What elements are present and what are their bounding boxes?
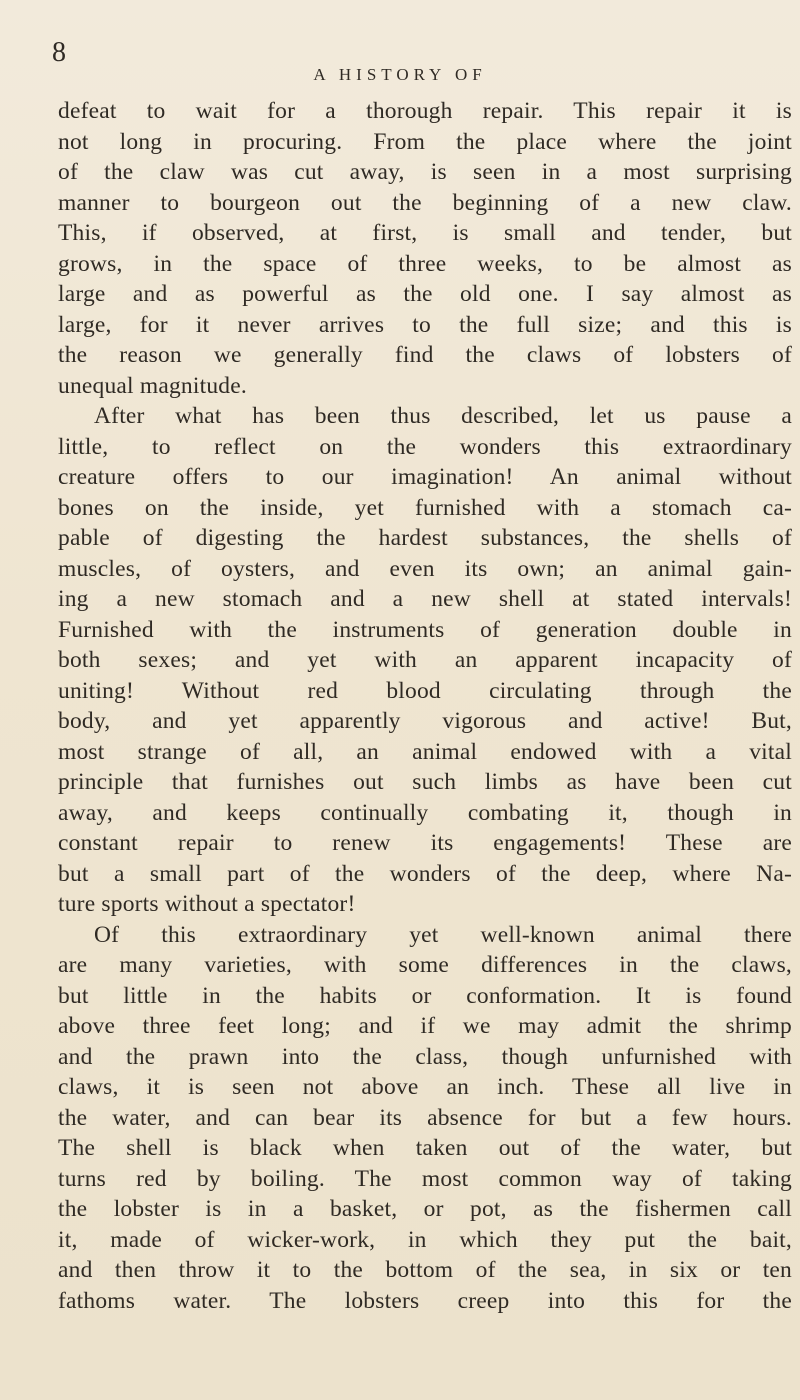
page-number: 8 — [52, 37, 66, 68]
text-line: large, for it never arrives to the full size; and this is — [58, 311, 792, 338]
text-line: After what has been thus described, let us pause a — [94, 403, 792, 429]
text-line: defeat to wait for a thorough repair. This repair it is — [58, 98, 792, 124]
text-line: most strange of all, an animal endowed with a vital — [58, 738, 792, 765]
text-line: are many varieties, with some differences in the claws, — [58, 952, 792, 978]
text-line: bones on the inside, yet furnished with a stomach ca- — [58, 494, 792, 521]
running-head: A HISTORY OF — [313, 65, 487, 84]
text-line: away, and keeps continually combating it, though in — [58, 799, 792, 826]
text-line: the lobster is in a basket, or pot, as the fishermen call — [58, 1196, 792, 1222]
text-line: body, and yet apparently vigorous and active! But, — [58, 708, 792, 734]
text-line: grows, in the space of three weeks, to be almost as — [58, 250, 792, 277]
text-line: of the claw was cut away, is seen in a most surprising — [58, 159, 792, 185]
text-line: not long in procuring. From the place where the joint — [58, 128, 792, 155]
text-line: and then throw it to the bottom of the sea, in six or ten — [58, 1257, 792, 1283]
text-line: muscles, of oysters, and even its own; an animal gain- — [58, 555, 792, 582]
text-line: but a small part of the wonders of the deep, where Na- — [58, 860, 792, 887]
text-line: This, if observed, at first, is small and tender, but — [58, 220, 792, 246]
text-line: uniting! Without red blood circulating through the — [58, 677, 792, 704]
text-line: the reason we generally find the claws of lobsters of — [58, 342, 792, 368]
text-line: principle that furnishes out such limbs as have been cut — [58, 769, 792, 795]
text-line: large and as powerful as the old one. I say almost as — [58, 281, 792, 307]
text-line: but little in the habits or conformation. It is found — [58, 982, 792, 1009]
text-line: it, made of wicker-work, in which they put the bait, — [58, 1226, 792, 1253]
text-line: ture sports without a spectator! — [58, 891, 356, 917]
text-line: above three feet long; and if we may admit the shrimp — [58, 1013, 792, 1039]
text-line: both sexes; and yet with an apparent incapacity of — [58, 647, 792, 673]
text-line: pable of digesting the hardest substances, the shells of — [58, 525, 792, 551]
text-line: and the prawn into the class, though unfurnished with — [58, 1043, 792, 1070]
text-line: constant repair to renew its engagements! These are — [58, 830, 792, 856]
text-line: Of this extraordinary yet well-known animal there — [94, 921, 792, 948]
text-line: ing a new stomach and a new shell at stated intervals! — [58, 586, 792, 612]
text-line: unequal magnitude. — [58, 372, 247, 399]
text-line: creature offers to our imagination! An animal without — [58, 464, 792, 490]
text-line: Furnished with the instruments of generation double in — [58, 616, 792, 643]
text-line: fathoms water. The lobsters creep into this for the — [58, 1287, 792, 1314]
text-line: manner to bourgeon out the beginning of a new claw. — [58, 189, 792, 216]
text-line: little, to reflect on the wonders this extraordinary — [58, 433, 792, 460]
text-line: The shell is black when taken out of the water, but — [58, 1135, 792, 1161]
text-line: turns red by boiling. The most common way of taking — [58, 1165, 792, 1192]
page-body — [58, 96, 792, 1316]
text-line: claws, it is seen not above an inch. These all live in — [58, 1074, 792, 1100]
text-line: the water, and can bear its absence for but a few hours. — [58, 1104, 792, 1131]
